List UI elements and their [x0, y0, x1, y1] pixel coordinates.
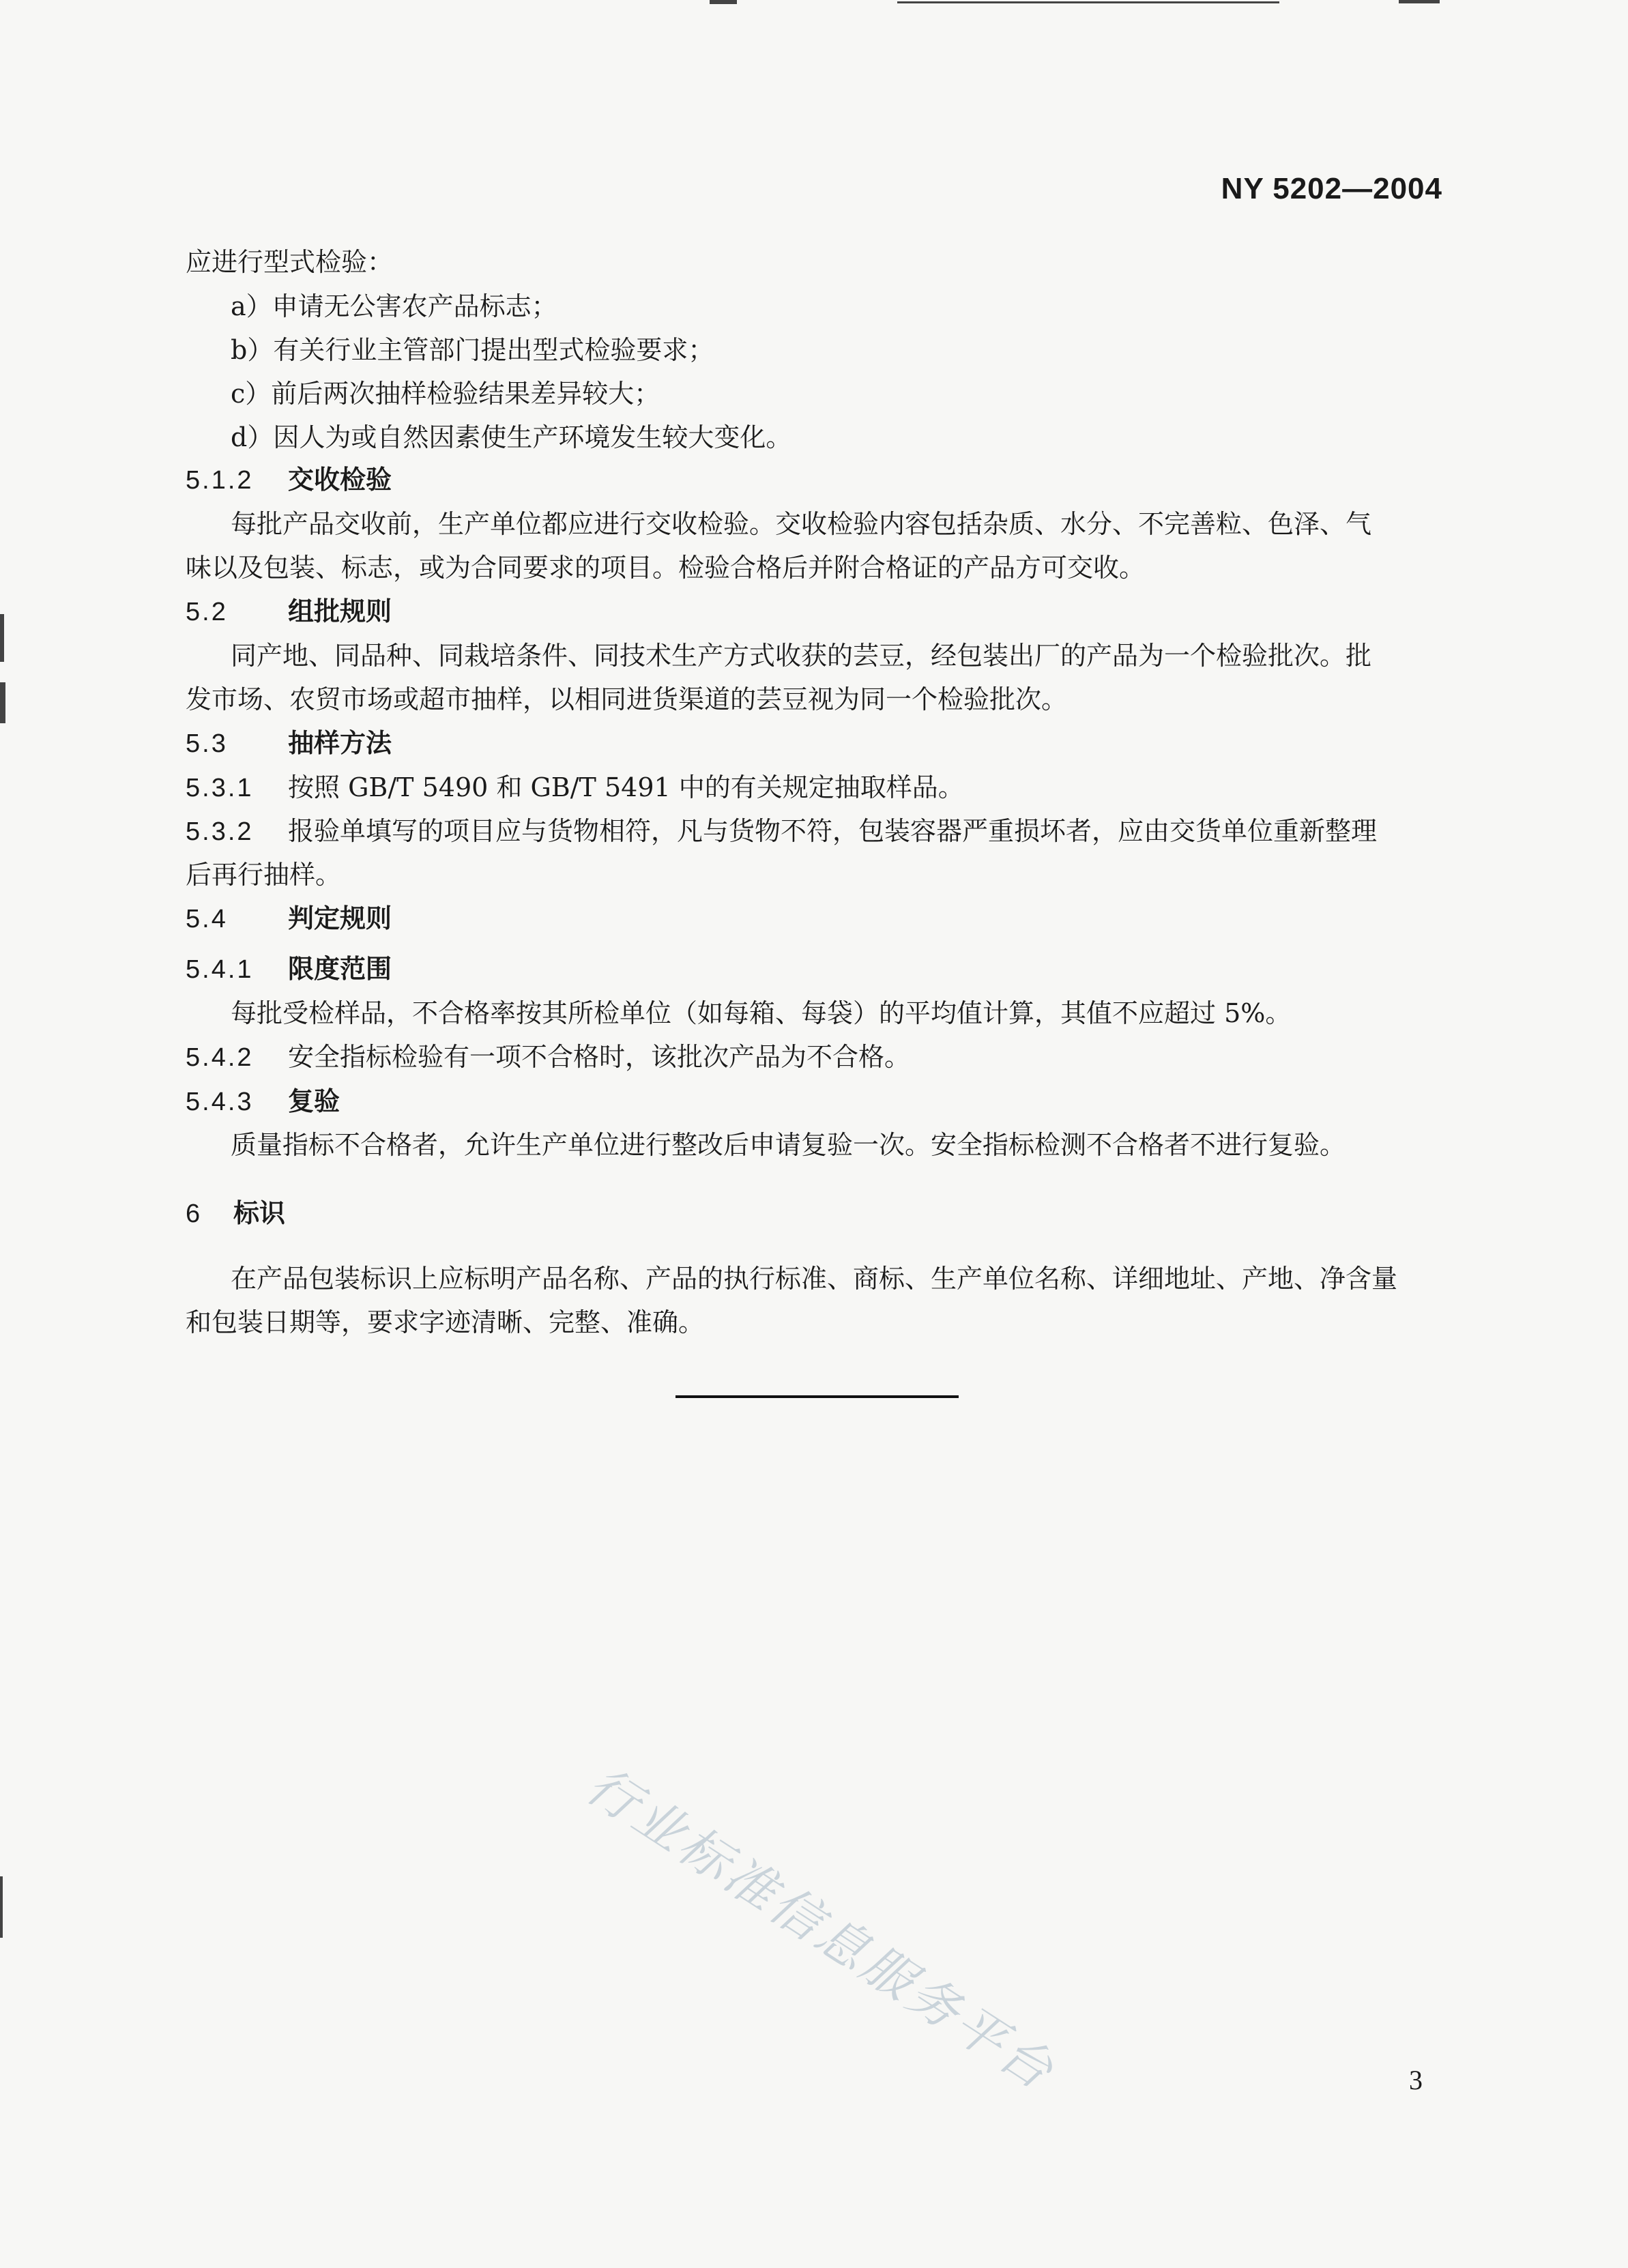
section-heading-5-3 — [186, 725, 392, 761]
text-line: 和包装日期等，要求字迹清晰、完整、准确。 — [186, 1307, 705, 1337]
text-line: 在产品包装标识上应标明产品名称、产品的执行标准、商标、生产单位名称、详细地址、产地、净含量 — [231, 1264, 1398, 1294]
text-line: 每批产品交收前，生产单位都应进行交收检验。交收检验内容包括杂质、水分、不完善粒、色泽、气 — [231, 509, 1372, 539]
clause-5-3-2 — [186, 813, 1377, 849]
scan-edge-mark-top — [710, 0, 737, 4]
text-line: 质量指标不合格者，允许生产单位进行整改后申请复验一次。安全指标检测不合格者不进行复验。 — [231, 1130, 1346, 1160]
scan-edge-mark-left-3 — [0, 1876, 3, 1938]
list-item-b: b）有关行业主管部门提出型式检验要求； — [231, 335, 714, 365]
section-title: 组批规则 — [288, 596, 392, 626]
section-title: 判定规则 — [288, 903, 392, 933]
list-item-a: a）申请无公害农产品标志； — [231, 291, 557, 321]
clause-5-3-1 — [186, 770, 964, 806]
section-number: 5.4.2 — [186, 1043, 254, 1072]
section-number: 6 — [186, 1200, 203, 1228]
section-title: 标识 — [233, 1198, 286, 1228]
end-rule — [675, 1395, 959, 1398]
section-number: 5.3.1 — [186, 774, 254, 802]
section-number: 5.4.3 — [186, 1088, 254, 1116]
list-item-c: c）前后两次抽样检验结果差异较大； — [231, 379, 660, 409]
section-heading-5-1-2 — [186, 462, 392, 498]
section-heading-5-2 — [186, 594, 392, 630]
text-line: 每批受检样品，不合格率按其所检单位（如每箱、每袋）的平均值计算，其值不应超过 5%。 — [231, 998, 1292, 1028]
text-line: 同产地、同品种、同栽培条件、同技术生产方式收获的芸豆，经包装出厂的产品为一个检验批次。批 — [231, 641, 1372, 671]
section-title: 交收检验 — [288, 465, 392, 495]
section-title: 限度范围 — [288, 954, 392, 984]
section-heading-5-4-3 — [186, 1084, 340, 1120]
scan-edge-line-top — [897, 1, 1279, 3]
section-heading-5-4 — [186, 901, 392, 937]
section-number: 5.1.2 — [186, 466, 254, 495]
section-number: 5.3 — [186, 729, 228, 758]
standard-number-header: NY 5202—2004 — [1221, 172, 1442, 205]
text-line: 味以及包装、标志，或为合同要求的项目。检验合格后并附合格证的产品方可交收。 — [186, 553, 1146, 583]
text-line: 发市场、农贸市场或超市抽样，以相同进货渠道的芸豆视为同一个检验批次。 — [186, 684, 1068, 714]
clause-5-4-2 — [186, 1039, 910, 1075]
section-title: 抽样方法 — [288, 728, 392, 758]
scan-edge-mark-left-2 — [0, 682, 5, 723]
section-heading-5-4-1 — [186, 951, 392, 987]
clause-text: 安全指标检验有一项不合格时，该批次产品为不合格。 — [288, 1042, 911, 1072]
section-number: 5.4 — [186, 905, 228, 933]
list-item-d: d）因人为或自然因素使生产环境发生较大变化。 — [231, 422, 792, 452]
section-heading-6 — [186, 1195, 285, 1232]
section-number: 5.2 — [186, 598, 228, 626]
section-number: 5.4.1 — [186, 955, 254, 984]
text-line: 应进行型式检验： — [186, 247, 394, 277]
page-number: 3 — [1409, 2065, 1423, 2095]
clause-text: 报验单填写的项目应与货物相符，凡与货物不符，包装容器严重损坏者，应由交货单位重新整理 — [288, 816, 1378, 846]
section-title: 复验 — [288, 1086, 340, 1116]
scan-edge-mark-top-right — [1399, 0, 1440, 3]
section-number: 5.3.2 — [186, 817, 254, 846]
clause-text: 按照 GB/T 5490 和 GB/T 5491 中的有关规定抽取样品。 — [288, 772, 964, 802]
text-line: 后再行抽样。 — [186, 860, 342, 890]
scan-edge-mark-left-1 — [0, 614, 4, 662]
watermark: 行业标准信息服务平台 — [576, 1756, 1066, 2103]
